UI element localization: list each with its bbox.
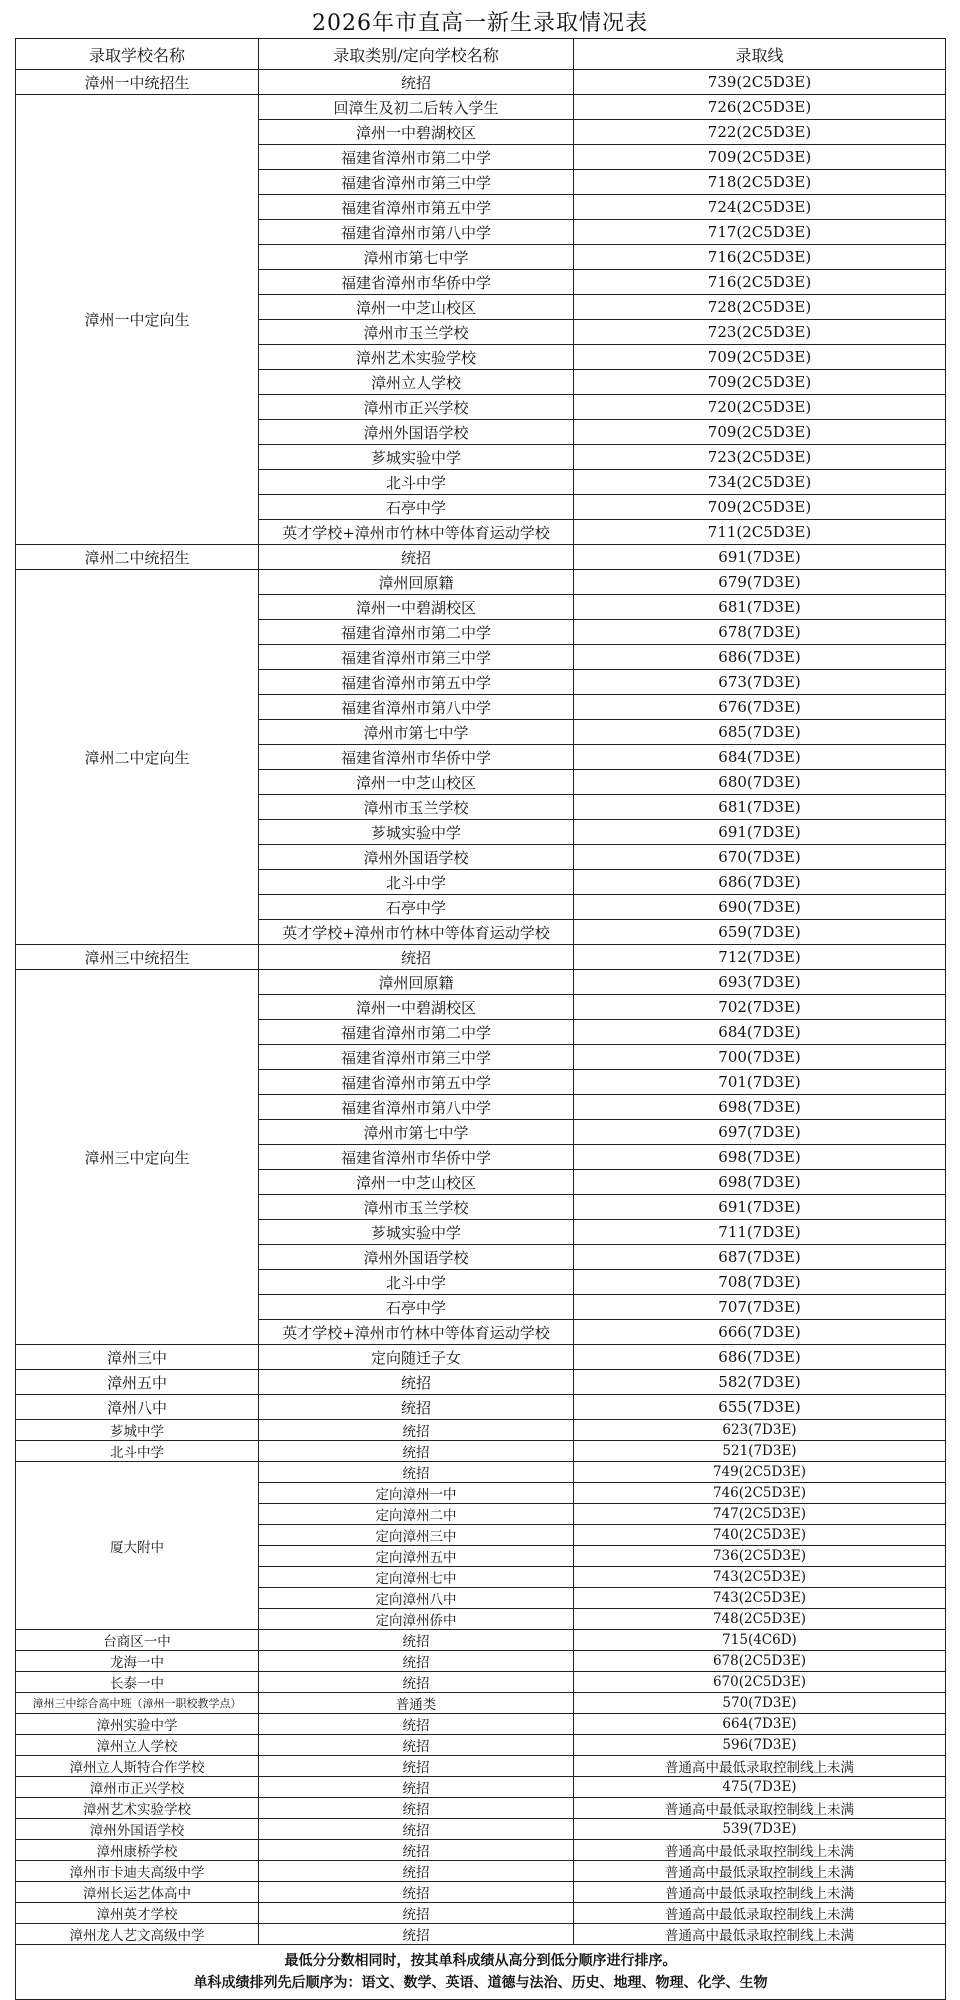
score-cell: 596(7D3E): [574, 1735, 946, 1756]
table-row: [16, 1840, 946, 1861]
category-cell: 福建省漳州市第八中学: [259, 1095, 574, 1120]
score-cell: 711(7D3E): [574, 1220, 946, 1245]
school-name-cell: 漳州三中统招生: [16, 945, 259, 970]
category-cell: 漳州艺术实验学校: [259, 345, 574, 370]
table-row: [16, 95, 946, 120]
school-name-cell: 漳州市卡迪夫高级中学: [16, 1861, 259, 1882]
score-cell: 666(7D3E): [574, 1320, 946, 1345]
category-cell: 统招: [259, 1441, 574, 1462]
score-cell: 726(2C5D3E): [574, 95, 946, 120]
score-cell: 707(7D3E): [574, 1295, 946, 1320]
category-cell: 漳州市玉兰学校: [259, 1195, 574, 1220]
category-cell: 统招: [259, 1882, 574, 1903]
score-cell: 693(7D3E): [574, 970, 946, 995]
score-cell: 681(7D3E): [574, 795, 946, 820]
category-cell: 漳州一中碧湖校区: [259, 995, 574, 1020]
school-name-cell: 漳州二中定向生: [16, 570, 259, 945]
category-cell: 漳州外国语学校: [259, 1245, 574, 1270]
category-cell: 统招: [259, 1819, 574, 1840]
score-cell: 739(2C5D3E): [574, 70, 946, 95]
category-cell: 漳州市玉兰学校: [259, 795, 574, 820]
score-cell: 普通高中最低录取控制线上未满: [574, 1798, 946, 1819]
school-name-cell: 漳州康桥学校: [16, 1840, 259, 1861]
school-name-cell: 漳州外国语学校: [16, 1819, 259, 1840]
footnote-cell: [16, 1945, 946, 2000]
score-cell: 687(7D3E): [574, 1245, 946, 1270]
score-cell: 673(7D3E): [574, 670, 946, 695]
category-cell: 漳州市第七中学: [259, 1120, 574, 1145]
table-row: [16, 70, 946, 95]
category-cell: 统招: [259, 1420, 574, 1441]
table-row: [16, 1651, 946, 1672]
score-cell: 685(7D3E): [574, 720, 946, 745]
category-cell: 石亭中学: [259, 1295, 574, 1320]
category-cell: 定向随迁子女: [259, 1345, 574, 1370]
score-cell: 686(7D3E): [574, 1345, 946, 1370]
score-cell: 670(2C5D3E): [574, 1672, 946, 1693]
category-cell: 漳州回原籍: [259, 970, 574, 995]
score-cell: 712(7D3E): [574, 945, 946, 970]
score-cell: 743(2C5D3E): [574, 1588, 946, 1609]
category-cell: 定向漳州三中: [259, 1525, 574, 1546]
score-cell: 715(4C6D): [574, 1630, 946, 1651]
category-cell: 统招: [259, 945, 574, 970]
category-cell: 定向漳州八中: [259, 1588, 574, 1609]
category-cell: 漳州一中芝山校区: [259, 1170, 574, 1195]
category-cell: 统招: [259, 1462, 574, 1483]
table-body: [16, 70, 946, 1945]
school-name-cell: 北斗中学: [16, 1441, 259, 1462]
table-row: [16, 1819, 946, 1840]
category-cell: 漳州市第七中学: [259, 720, 574, 745]
category-cell: 定向漳州五中: [259, 1546, 574, 1567]
category-cell: 统招: [259, 1735, 574, 1756]
category-cell: 福建省漳州市第八中学: [259, 220, 574, 245]
category-cell: 普通类: [259, 1693, 574, 1714]
category-cell: 福建省漳州市第二中学: [259, 1020, 574, 1045]
score-cell: 716(2C5D3E): [574, 245, 946, 270]
school-name-cell: 漳州二中统招生: [16, 545, 259, 570]
category-cell: 福建省漳州市第五中学: [259, 670, 574, 695]
score-cell: 690(7D3E): [574, 895, 946, 920]
category-cell: 漳州市第七中学: [259, 245, 574, 270]
school-name-cell: 漳州八中: [16, 1395, 259, 1420]
score-cell: 670(7D3E): [574, 845, 946, 870]
category-cell: 统招: [259, 1630, 574, 1651]
score-cell: 743(2C5D3E): [574, 1567, 946, 1588]
school-name-cell: 漳州市正兴学校: [16, 1777, 259, 1798]
score-cell: 749(2C5D3E): [574, 1462, 946, 1483]
category-cell: 回漳生及初二后转入学生: [259, 95, 574, 120]
category-cell: 福建省漳州市第五中学: [259, 195, 574, 220]
category-cell: 统招: [259, 1861, 574, 1882]
table-row: [16, 1630, 946, 1651]
score-cell: 普通高中最低录取控制线上未满: [574, 1861, 946, 1882]
school-name-cell: 芗城中学: [16, 1420, 259, 1441]
score-cell: 686(7D3E): [574, 870, 946, 895]
score-cell: 709(2C5D3E): [574, 420, 946, 445]
score-cell: 698(7D3E): [574, 1095, 946, 1120]
score-cell: 475(7D3E): [574, 1777, 946, 1798]
category-cell: 统招: [259, 1756, 574, 1777]
score-cell: 521(7D3E): [574, 1441, 946, 1462]
school-name-cell: 漳州一中定向生: [16, 95, 259, 545]
score-cell: 678(2C5D3E): [574, 1651, 946, 1672]
score-cell: 697(7D3E): [574, 1120, 946, 1145]
score-cell: 686(7D3E): [574, 645, 946, 670]
header-score: 录取线: [574, 39, 946, 70]
score-cell: 709(2C5D3E): [574, 345, 946, 370]
score-cell: 539(7D3E): [574, 1819, 946, 1840]
category-cell: 统招: [259, 1395, 574, 1420]
category-cell: 福建省漳州市第二中学: [259, 145, 574, 170]
score-cell: 698(7D3E): [574, 1170, 946, 1195]
category-cell: 福建省漳州市华侨中学: [259, 745, 574, 770]
table-header: [16, 39, 946, 70]
category-cell: 统招: [259, 1903, 574, 1924]
score-cell: 659(7D3E): [574, 920, 946, 945]
score-cell: 691(7D3E): [574, 1195, 946, 1220]
school-name-cell: 漳州立人学校: [16, 1735, 259, 1756]
category-cell: 北斗中学: [259, 1270, 574, 1295]
score-cell: 736(2C5D3E): [574, 1546, 946, 1567]
score-cell: 734(2C5D3E): [574, 470, 946, 495]
category-cell: 统招: [259, 1370, 574, 1395]
footnote-row: [16, 1945, 946, 2000]
school-name-cell: 漳州三中综合高中班（漳州一职校教学点）: [16, 1693, 259, 1714]
score-cell: 723(2C5D3E): [574, 445, 946, 470]
table-row: [16, 1714, 946, 1735]
school-name-cell: 漳州立人斯特合作学校: [16, 1756, 259, 1777]
category-cell: 英才学校+漳州市竹林中等体育运动学校: [259, 920, 574, 945]
table-row: [16, 1395, 946, 1420]
school-name-cell: 漳州长运艺体高中: [16, 1882, 259, 1903]
table-row: [16, 545, 946, 570]
score-cell: 680(7D3E): [574, 770, 946, 795]
score-cell: 700(7D3E): [574, 1045, 946, 1070]
score-cell: 623(7D3E): [574, 1420, 946, 1441]
table-row: [16, 945, 946, 970]
score-cell: 582(7D3E): [574, 1370, 946, 1395]
header-school: 录取学校名称: [16, 39, 259, 70]
score-cell: 698(7D3E): [574, 1145, 946, 1170]
category-cell: 漳州外国语学校: [259, 845, 574, 870]
score-cell: 709(2C5D3E): [574, 495, 946, 520]
score-cell: 691(7D3E): [574, 820, 946, 845]
category-cell: 福建省漳州市第五中学: [259, 1070, 574, 1095]
score-cell: 716(2C5D3E): [574, 270, 946, 295]
score-cell: 718(2C5D3E): [574, 170, 946, 195]
table-row: [16, 1441, 946, 1462]
category-cell: 英才学校+漳州市竹林中等体育运动学校: [259, 520, 574, 545]
category-cell: 定向漳州侨中: [259, 1609, 574, 1630]
table-row: [16, 1924, 946, 1945]
category-cell: 漳州一中碧湖校区: [259, 595, 574, 620]
category-cell: 北斗中学: [259, 470, 574, 495]
table-row: [16, 1693, 946, 1714]
score-cell: 676(7D3E): [574, 695, 946, 720]
category-cell: 统招: [259, 70, 574, 95]
category-cell: 定向漳州一中: [259, 1483, 574, 1504]
score-cell: 723(2C5D3E): [574, 320, 946, 345]
score-cell: 701(7D3E): [574, 1070, 946, 1095]
category-cell: 漳州外国语学校: [259, 420, 574, 445]
score-cell: 709(2C5D3E): [574, 145, 946, 170]
category-cell: 福建省漳州市第二中学: [259, 620, 574, 645]
footnote-line: 最低分分数相同时，按其单科成绩从高分到低分顺序进行排序。: [284, 1953, 677, 1969]
school-name-cell: 漳州三中: [16, 1345, 259, 1370]
table-row: [16, 1672, 946, 1693]
school-name-cell: 长泰一中: [16, 1672, 259, 1693]
admission-table: [15, 38, 946, 2000]
school-name-cell: 漳州艺术实验学校: [16, 1798, 259, 1819]
score-cell: 740(2C5D3E): [574, 1525, 946, 1546]
page-title: 2026年市直高一新生录取情况表: [312, 11, 648, 36]
school-name-cell: 漳州一中统招生: [16, 70, 259, 95]
table-row: [16, 1345, 946, 1370]
category-cell: 统招: [259, 1651, 574, 1672]
score-cell: 728(2C5D3E): [574, 295, 946, 320]
table-footer: [16, 1945, 946, 2000]
school-name-cell: 漳州龙人艺文高级中学: [16, 1924, 259, 1945]
school-name-cell: 台商区一中: [16, 1630, 259, 1651]
score-cell: 702(7D3E): [574, 995, 946, 1020]
table-row: [16, 1462, 946, 1483]
score-cell: 746(2C5D3E): [574, 1483, 946, 1504]
category-cell: 石亭中学: [259, 495, 574, 520]
score-cell: 747(2C5D3E): [574, 1504, 946, 1525]
category-cell: 统招: [259, 1924, 574, 1945]
school-name-cell: 龙海一中: [16, 1651, 259, 1672]
table-row: [16, 970, 946, 995]
score-cell: 普通高中最低录取控制线上未满: [574, 1924, 946, 1945]
footnote-line: 单科成绩排列先后顺序为：语文、数学、英语、道德与法治、历史、地理、物理、化学、生物: [193, 1975, 768, 1991]
score-cell: 724(2C5D3E): [574, 195, 946, 220]
school-name-cell: 漳州英才学校: [16, 1903, 259, 1924]
category-cell: 福建省漳州市华侨中学: [259, 270, 574, 295]
category-cell: 漳州立人学校: [259, 370, 574, 395]
table-row: [16, 1861, 946, 1882]
header-category: 录取类别/定向学校名称: [259, 39, 574, 70]
score-cell: 691(7D3E): [574, 545, 946, 570]
score-cell: 681(7D3E): [574, 595, 946, 620]
category-cell: 芗城实验中学: [259, 445, 574, 470]
category-cell: 漳州回原籍: [259, 570, 574, 595]
school-name-cell: 厦大附中: [16, 1462, 259, 1630]
score-cell: 655(7D3E): [574, 1395, 946, 1420]
table-row: [16, 1370, 946, 1395]
table-row: [16, 1798, 946, 1819]
table-row: [16, 1420, 946, 1441]
category-cell: 漳州一中碧湖校区: [259, 120, 574, 145]
category-cell: 福建省漳州市华侨中学: [259, 1145, 574, 1170]
table-row: [16, 570, 946, 595]
category-cell: 石亭中学: [259, 895, 574, 920]
table-row: [16, 1735, 946, 1756]
category-cell: 英才学校+漳州市竹林中等体育运动学校: [259, 1320, 574, 1345]
category-cell: 福建省漳州市第八中学: [259, 695, 574, 720]
score-cell: 720(2C5D3E): [574, 395, 946, 420]
score-cell: 722(2C5D3E): [574, 120, 946, 145]
score-cell: 普通高中最低录取控制线上未满: [574, 1882, 946, 1903]
table-row: [16, 1882, 946, 1903]
score-cell: 709(2C5D3E): [574, 370, 946, 395]
score-cell: 570(7D3E): [574, 1693, 946, 1714]
category-cell: 福建省漳州市第三中学: [259, 645, 574, 670]
category-cell: 统招: [259, 1714, 574, 1735]
school-name-cell: 漳州实验中学: [16, 1714, 259, 1735]
category-cell: 福建省漳州市第三中学: [259, 170, 574, 195]
category-cell: 漳州一中芝山校区: [259, 295, 574, 320]
category-cell: 漳州一中芝山校区: [259, 770, 574, 795]
category-cell: 统招: [259, 545, 574, 570]
category-cell: 北斗中学: [259, 870, 574, 895]
category-cell: 漳州市正兴学校: [259, 395, 574, 420]
category-cell: 统招: [259, 1777, 574, 1798]
score-cell: 748(2C5D3E): [574, 1609, 946, 1630]
score-cell: 普通高中最低录取控制线上未满: [574, 1756, 946, 1777]
school-name-cell: 漳州五中: [16, 1370, 259, 1395]
score-cell: 708(7D3E): [574, 1270, 946, 1295]
category-cell: 漳州市玉兰学校: [259, 320, 574, 345]
score-cell: 678(7D3E): [574, 620, 946, 645]
score-cell: 684(7D3E): [574, 745, 946, 770]
score-cell: 664(7D3E): [574, 1714, 946, 1735]
category-cell: 定向漳州二中: [259, 1504, 574, 1525]
table-row: [16, 1756, 946, 1777]
score-cell: 679(7D3E): [574, 570, 946, 595]
category-cell: 芗城实验中学: [259, 1220, 574, 1245]
category-cell: 统招: [259, 1798, 574, 1819]
score-cell: 普通高中最低录取控制线上未满: [574, 1903, 946, 1924]
school-name-cell: 漳州三中定向生: [16, 970, 259, 1345]
table-row: [16, 1777, 946, 1798]
score-cell: 普通高中最低录取控制线上未满: [574, 1840, 946, 1861]
category-cell: 福建省漳州市第三中学: [259, 1045, 574, 1070]
category-cell: 定向漳州七中: [259, 1567, 574, 1588]
score-cell: 717(2C5D3E): [574, 220, 946, 245]
category-cell: 芗城实验中学: [259, 820, 574, 845]
category-cell: 统招: [259, 1840, 574, 1861]
header-row: [16, 39, 946, 70]
table-row: [16, 1903, 946, 1924]
category-cell: 统招: [259, 1672, 574, 1693]
score-cell: 711(2C5D3E): [574, 520, 946, 545]
score-cell: 684(7D3E): [574, 1020, 946, 1045]
